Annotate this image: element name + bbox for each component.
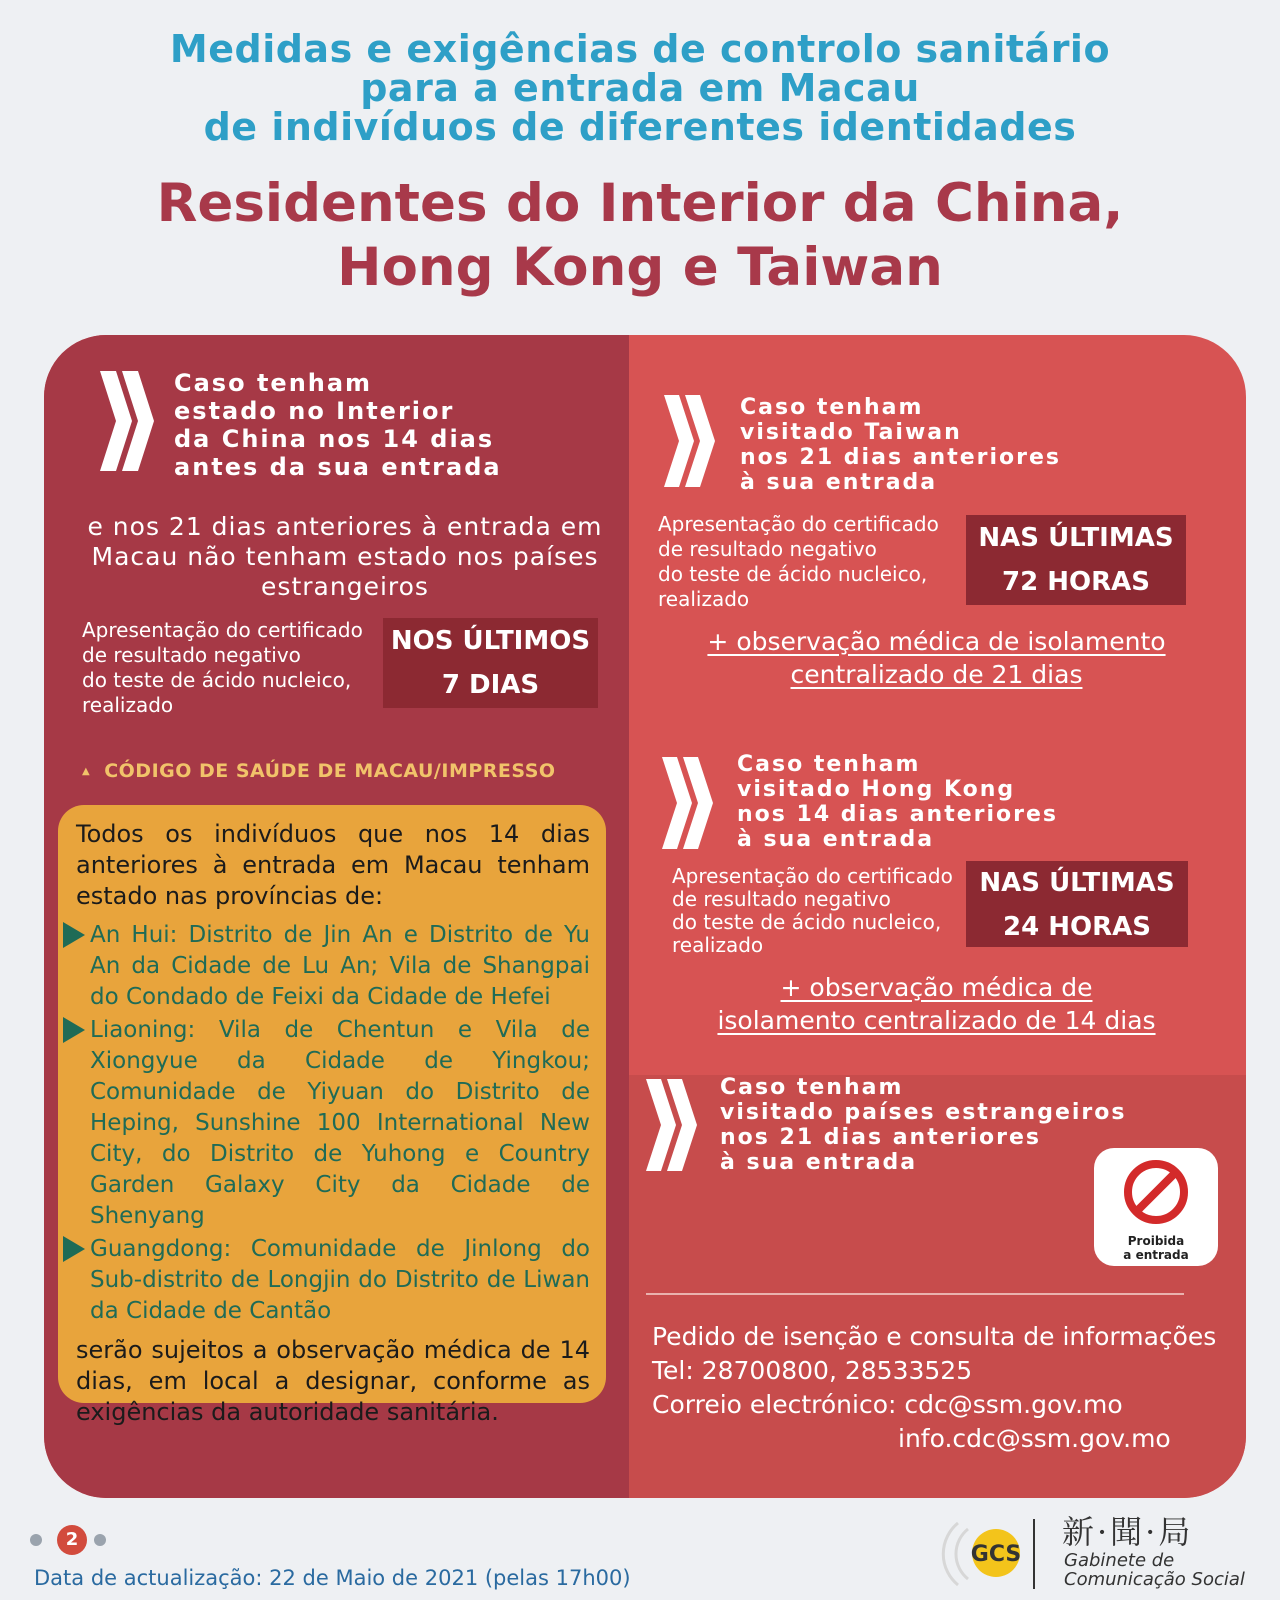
taiwan-title: Caso tenham visitado Taiwan nos 21 dias anteriores à sua entrada (740, 395, 1062, 495)
taiwan-badge (966, 515, 1186, 605)
update-date: Data de actualização: 22 de Maio de 2021 (pelas 17h00) (34, 1566, 631, 1590)
gcs-logo (940, 1505, 1260, 1595)
list-item-text: Guangdong: Comunidade de Jinlong do Sub-distrito de Longjin do Distrito de Liwan da Cidade de Cantão (90, 1236, 590, 1324)
health-code-line (82, 760, 556, 782)
arrow-right-icon (63, 1017, 85, 1043)
hongkong-badge (966, 861, 1188, 947)
page-dot-active[interactable]: 2 (57, 1525, 87, 1555)
list-item (76, 920, 590, 1013)
contact-info (652, 1320, 1216, 1456)
mainland-cert-text: Apresentação do certificado de resultado negativo do teste de ácido nucleico, realizado (82, 618, 363, 717)
gcs-logo-mark (940, 1505, 1060, 1595)
provinces-outro: serão sujeitos a observação médica de 14 dias, em local a designar, conforme as exigências da autoridade sanitária. (76, 1336, 590, 1426)
provinces-intro: Todos os indivíduos que nos 14 dias anteriores à entrada em Macau tenham estado nas províncias de: (76, 820, 590, 910)
hongkong-isolation-line-1: + observação médica de (780, 973, 1093, 1002)
taiwan-isolation-note (644, 625, 1229, 691)
list-item-text: Liaoning: Vila de Chentun e Vila de Xiongyue da Cidade de Yingkou; Comunidade de Yiyuan do Distrito de Heping, Sunshine 100 International New City, do Distrito de Yuhong e Country Garden Galaxy City da Cidade de Shenyang (90, 1017, 590, 1229)
double-chevron-icon (660, 391, 720, 491)
taiwan-badge-line-2: 72 HORAS (1002, 567, 1150, 597)
double-chevron-icon (642, 1075, 702, 1175)
contact-email-2[interactable]: info.cdc@ssm.gov.mo (898, 1424, 1171, 1453)
prohibited-entry-badge (1094, 1148, 1218, 1266)
prohibited-entry-line-2: a entrada (1123, 1248, 1189, 1262)
contact-email[interactable]: Correio electrónico: cdc@ssm.gov.mo (652, 1390, 1123, 1419)
contact-phone: Tel: 28700800, 28533525 (652, 1356, 973, 1385)
taiwan-badge-line-1: NAS ÚLTIMAS (978, 523, 1174, 553)
provinces-box (58, 805, 606, 1426)
mainland-badge-line-2: 7 DIAS (441, 670, 540, 700)
divider (646, 1293, 1184, 1295)
header-subtitle (0, 27, 1280, 149)
prohibited-entry-line-1: Proibida (1127, 1234, 1185, 1248)
logo-portuguese-line-2: Comunicação Social (1064, 1569, 1245, 1590)
list-item-text: An Hui: Distrito de Jin An e Distrito de Yu An da Cidade de Lu An; Vila de Shangpai do Condado de Feixi da Cidade de Hefei (90, 922, 590, 1010)
header-line-2: para a entrada em Macau (360, 66, 920, 110)
health-code-label: CÓDIGO DE SAÚDE DE MACAU/IMPRESSO (104, 760, 556, 782)
hongkong-title: Caso tenham visitado Hong Kong nos 14 dias anteriores à sua entrada (737, 752, 1059, 852)
taiwan-isolation-line-1: + observação médica de isolamento (707, 627, 1166, 656)
list-item (76, 1015, 590, 1232)
arrow-right-icon (63, 1236, 85, 1262)
provinces-list (76, 920, 590, 1327)
logo-abbr: GCS (970, 1542, 1022, 1567)
hongkong-cert-text: Apresentação do certificado de resultado negativo do teste de ácido nucleico, realizado (672, 864, 953, 957)
logo-chinese: 新·聞·局 (1062, 1513, 1194, 1551)
hongkong-isolation-line-2: isolamento centralizado de 14 dias (717, 1006, 1156, 1035)
list-item (76, 1234, 590, 1327)
foreign-title: Caso tenham visitado países estrangeiros nos 21 dias anteriores à sua entrada (720, 1075, 1127, 1175)
arrow-right-icon (63, 922, 85, 948)
logo-portuguese (1064, 1551, 1245, 1589)
page-title-line-2: Hong Kong e Taiwan (337, 237, 943, 298)
mainland-badge-line-1: NOS ÚLTIMOS (390, 626, 591, 656)
double-chevron-icon (658, 753, 718, 853)
contact-heading: Pedido de isenção e consulta de informações (652, 1322, 1217, 1351)
header-line-1: Medidas e exigências de controlo sanitário (169, 27, 1111, 71)
page-title-line-1: Residentes do Interior da China, (156, 173, 1124, 234)
double-chevron-icon (96, 367, 158, 475)
header-line-3: de indivíduos de diferentes identidades (203, 105, 1077, 149)
hongkong-badge-line-2: 24 HORAS (1003, 912, 1151, 942)
mainland-subtitle: e nos 21 dias anteriores à entrada em Macau não tenham estado nos países estrangeiros (87, 512, 603, 601)
info-card (44, 335, 1246, 1498)
page-dot[interactable] (94, 1534, 106, 1546)
no-entry-icon (1094, 1148, 1218, 1234)
mainland-title: Caso tenham estado no Interior da China nos 14 dias antes da sua entrada (174, 369, 502, 481)
mainland-badge (383, 618, 598, 708)
triangle-icon: ▲ (82, 766, 91, 777)
hongkong-isolation-note (644, 971, 1229, 1037)
page-title (0, 172, 1280, 300)
taiwan-isolation-line-2: centralizado de 21 dias (790, 660, 1083, 689)
logo-portuguese-line-1: Gabinete de (1064, 1550, 1175, 1571)
prohibited-entry-label (1094, 1234, 1218, 1262)
page-dot[interactable] (30, 1534, 42, 1546)
hongkong-badge-line-1: NAS ÚLTIMAS (979, 868, 1175, 898)
taiwan-cert-text: Apresentação do certificado de resultado negativo do teste de ácido nucleico, realizado (658, 512, 939, 611)
